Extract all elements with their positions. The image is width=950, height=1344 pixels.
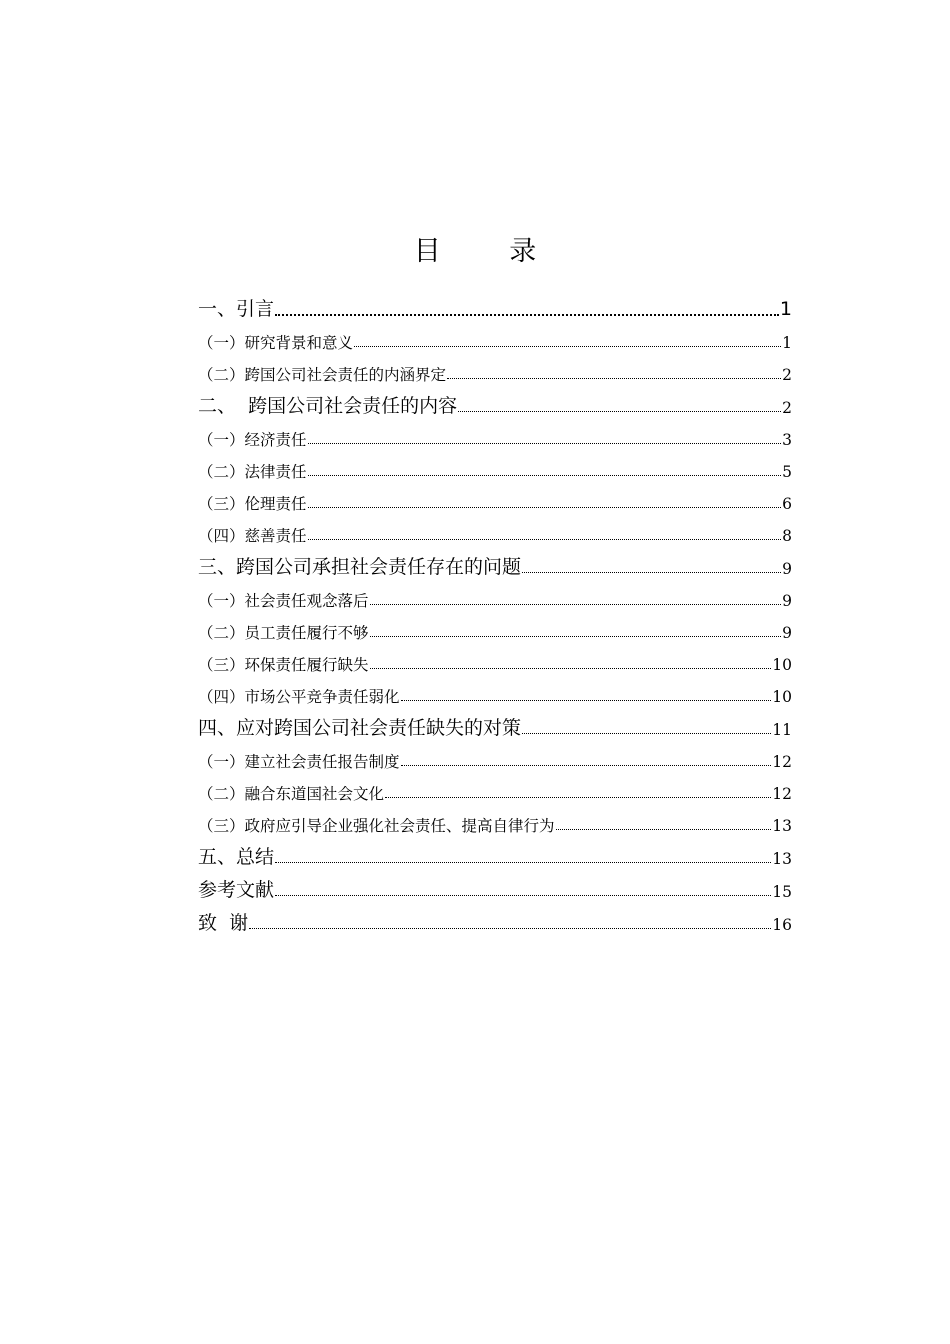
toc-entry-label: 致 谢 — [198, 912, 249, 935]
toc-entry-label: 一、引言 — [198, 298, 275, 321]
toc-entry-legal[interactable] — [198, 450, 792, 482]
toc-entry-label: 参考文献 — [198, 879, 275, 902]
toc-entry-label: （三）政府应引导企业强化社会责任、提高自律行为 — [198, 817, 555, 836]
toc-entry-page: 2 — [782, 366, 792, 385]
toc-entry-label: （一）建立社会责任报告制度 — [198, 753, 400, 772]
toc-entry-ethical[interactable] — [198, 482, 792, 514]
toc-entry-page: 10 — [772, 656, 792, 675]
toc-entry-background[interactable] — [198, 321, 792, 353]
dot-leader — [308, 443, 782, 444]
toc-entry-government[interactable] — [198, 804, 792, 836]
toc-entry-page: 12 — [772, 753, 792, 772]
toc-entry-charity[interactable] — [198, 514, 792, 546]
dot-leader — [275, 314, 779, 316]
dot-leader — [249, 928, 771, 929]
dot-leader — [401, 700, 772, 701]
toc-entry-label: （二）跨国公司社会责任的内涵界定 — [198, 366, 447, 385]
dot-leader — [447, 378, 781, 379]
toc-entry-page: 3 — [782, 431, 792, 450]
toc-entry-label: （一）经济责任 — [198, 431, 307, 450]
toc-entry-label: 三、跨国公司承担社会责任存在的问题 — [198, 556, 522, 579]
toc-entry-label: （二）融合东道国社会文化 — [198, 785, 385, 804]
toc-entry-label: （三）伦理责任 — [198, 495, 307, 514]
toc-entry-label: （一）研究背景和意义 — [198, 334, 354, 353]
dot-leader — [522, 733, 771, 734]
dot-leader — [370, 604, 782, 605]
toc-entry-page: 5 — [782, 463, 792, 482]
dot-leader — [354, 346, 781, 347]
dot-leader — [275, 895, 771, 896]
toc-entry-countermeasures[interactable] — [198, 707, 792, 740]
dot-leader — [385, 797, 771, 798]
toc-entry-summary[interactable] — [198, 836, 792, 869]
toc-entry-economic[interactable] — [198, 418, 792, 450]
dot-leader — [522, 572, 781, 573]
toc-entry-problems[interactable] — [198, 546, 792, 579]
toc-entry-page: 11 — [772, 721, 792, 740]
toc-entry-environment[interactable] — [198, 643, 792, 675]
toc-entry-page: 9 — [782, 592, 792, 611]
toc-entry-fair-competition[interactable] — [198, 675, 792, 707]
dot-leader — [308, 475, 782, 476]
toc-entry-label: （三）环保责任履行缺失 — [198, 656, 369, 675]
toc-entry-page: 13 — [772, 850, 792, 869]
toc-entry-reporting[interactable] — [198, 740, 792, 772]
dot-leader — [458, 411, 781, 412]
toc-entry-label: （一）社会责任观念落后 — [198, 592, 369, 611]
toc-entry-acknowledgements[interactable] — [198, 902, 792, 935]
toc-entry-page: 16 — [772, 916, 792, 935]
toc-entry-label: 二、 跨国公司社会责任的内容 — [198, 395, 458, 418]
table-of-contents — [198, 288, 792, 935]
toc-entry-page: 15 — [772, 883, 792, 902]
toc-entry-label: （二）员工责任履行不够 — [198, 624, 369, 643]
toc-entry-content[interactable] — [198, 385, 792, 418]
toc-entry-culture[interactable] — [198, 772, 792, 804]
toc-entry-outdated-concept[interactable] — [198, 579, 792, 611]
toc-entry-page: 8 — [782, 527, 792, 546]
toc-entry-label: 五、总结 — [198, 846, 275, 869]
toc-entry-page: 9 — [782, 560, 792, 579]
dot-leader — [308, 539, 782, 540]
dot-leader — [370, 668, 772, 669]
toc-entry-page: 6 — [782, 495, 792, 514]
dot-leader — [308, 507, 782, 508]
dot-leader — [556, 829, 772, 830]
toc-entry-definition[interactable] — [198, 353, 792, 385]
toc-entry-label: （二）法律责任 — [198, 463, 307, 482]
page-title: 目 录 — [413, 236, 567, 267]
toc-entry-page: 13 — [772, 817, 792, 836]
dot-leader — [370, 636, 782, 637]
toc-entry-page: 9 — [782, 624, 792, 643]
toc-entry-introduction[interactable] — [198, 288, 792, 321]
toc-entry-label: （四）慈善责任 — [198, 527, 307, 546]
toc-entry-page: 1 — [779, 298, 792, 321]
toc-entry-page: 1 — [782, 334, 792, 353]
toc-entry-page: 2 — [782, 399, 792, 418]
toc-entry-label: 四、应对跨国公司社会责任缺失的对策 — [198, 717, 522, 740]
dot-leader — [401, 765, 772, 766]
toc-entry-page: 10 — [772, 688, 792, 707]
toc-entry-employee[interactable] — [198, 611, 792, 643]
toc-entry-references[interactable] — [198, 869, 792, 902]
toc-entry-page: 12 — [772, 785, 792, 804]
dot-leader — [275, 862, 771, 863]
toc-entry-label: （四）市场公平竞争责任弱化 — [198, 688, 400, 707]
